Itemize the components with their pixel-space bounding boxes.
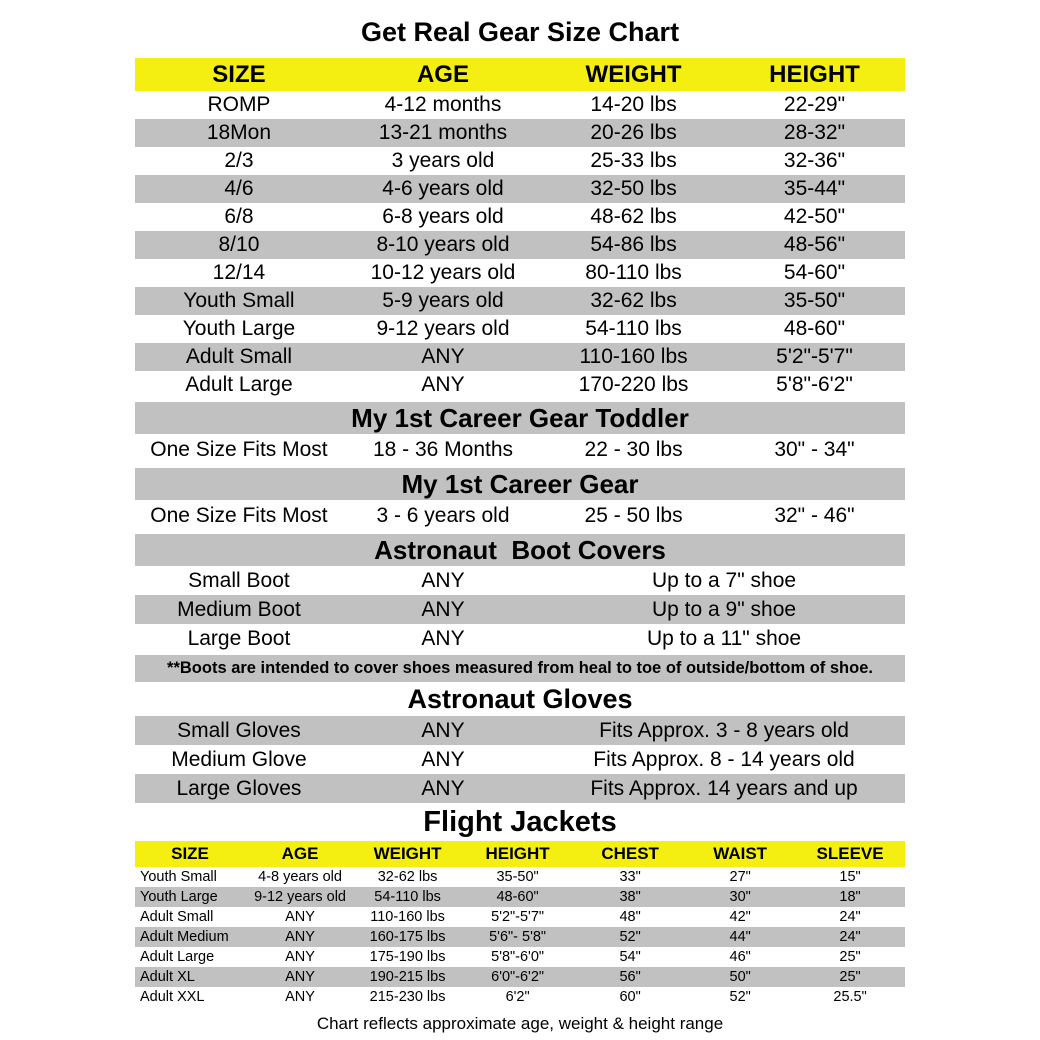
table-cell: 35-50" [783, 289, 846, 312]
table-row [135, 147, 905, 175]
table-cell: 5'8"-6'0" [491, 949, 545, 965]
table-row [135, 259, 905, 287]
column-header-weight: WEIGHT [585, 60, 682, 88]
table-cell: ANY [421, 568, 465, 592]
table-cell: Up to a 7" shoe [652, 568, 797, 592]
table-cell: 8/10 [218, 233, 260, 256]
table-cell: 10-12 years old [370, 261, 516, 284]
size-chart-table-body [135, 91, 905, 399]
table-cell: 4-12 months [384, 93, 502, 116]
table-cell: ANY [285, 969, 315, 985]
table-cell: 3 years old [391, 149, 495, 172]
table-row [135, 231, 905, 259]
table-cell: 190-215 lbs [369, 969, 446, 985]
table-cell: 25 - 50 lbs [584, 503, 683, 527]
table-cell: 48-56" [783, 233, 846, 256]
column-header-age: AGE [416, 60, 469, 88]
table-cell: 175-190 lbs [369, 949, 446, 965]
table-cell: 25" [839, 969, 861, 985]
table-cell: 6-8 years old [382, 205, 504, 228]
table-cell: 60" [619, 989, 641, 1005]
table-cell: Youth Small [140, 869, 217, 885]
table-cell: 48-60" [783, 317, 846, 340]
table-cell: Adult Small [185, 345, 293, 368]
table-cell: ANY [285, 949, 315, 965]
flight-jackets-header-row [135, 841, 905, 867]
table-cell: 13-21 months [378, 121, 508, 144]
table-row [135, 745, 905, 774]
table-cell: 52" [729, 989, 751, 1005]
table-cell: Up to a 11" shoe [646, 626, 802, 650]
table-cell: 170-220 lbs [578, 373, 689, 396]
table-cell: 4-8 years old [258, 869, 342, 885]
career-gear-table-body [135, 500, 905, 531]
table-row [135, 867, 905, 887]
table-cell: 6/8 [224, 205, 254, 228]
table-cell: 6'0"-6'2" [491, 969, 545, 985]
table-cell: 56" [619, 969, 641, 985]
table-cell: 48" [619, 909, 641, 925]
column-header-sleeve: SLEEVE [816, 844, 884, 863]
table-row [135, 434, 905, 465]
table-cell: Small Boot [188, 568, 290, 592]
table-cell: Adult Large [140, 949, 215, 965]
table-row [135, 371, 905, 399]
table-cell: 9-12 years old [376, 317, 510, 340]
table-cell: 54" [619, 949, 641, 965]
table-cell: 38" [619, 889, 641, 905]
section-heading-career-gear: My 1st Career Gear [135, 468, 905, 500]
table-cell: 22-29" [783, 93, 846, 116]
table-cell: 30" - 34" [774, 437, 855, 461]
column-header-height: HEIGHT [485, 844, 550, 863]
table-cell: 25.5" [833, 989, 867, 1005]
table-row [135, 91, 905, 119]
table-cell: 54-86 lbs [590, 233, 677, 256]
table-cell: 80-110 lbs [585, 261, 682, 284]
table-cell: 32-50 lbs [590, 177, 677, 200]
table-cell: 12/14 [212, 261, 266, 284]
table-cell: 25-33 lbs [590, 149, 677, 172]
table-cell: 6'2" [505, 989, 530, 1005]
table-cell: Youth Large [140, 889, 218, 905]
table-cell: Fits Approx. 8 - 14 years old [593, 747, 855, 771]
table-cell: One Size Fits Most [150, 437, 328, 461]
column-header-chest: CHEST [601, 844, 659, 863]
table-cell: 215-230 lbs [369, 989, 446, 1005]
table-cell: ANY [285, 989, 315, 1005]
table-cell: 32" - 46" [774, 503, 855, 527]
table-cell: Adult Small [140, 909, 214, 925]
table-cell: 5-9 years old [382, 289, 504, 312]
table-cell: Fits Approx. 14 years and up [590, 776, 858, 800]
size-chart-header-row [135, 58, 905, 91]
table-cell: Small Gloves [177, 718, 301, 742]
table-cell: 18Mon [206, 121, 272, 144]
table-cell: 8-10 years old [376, 233, 510, 256]
column-header-weight: WEIGHT [373, 844, 442, 863]
table-cell: ANY [285, 909, 315, 925]
table-cell: ANY [421, 718, 465, 742]
table-cell: Large Gloves [176, 776, 302, 800]
table-cell: ROMP [207, 93, 271, 116]
boot-covers-table-body [135, 566, 905, 653]
table-row [135, 716, 905, 745]
section-heading-boot-covers: Astronaut Boot Covers [135, 534, 905, 566]
table-cell: Medium Boot [177, 597, 301, 621]
table-cell: 54-110 lbs [374, 889, 441, 905]
size-chart-document [135, 0, 905, 1034]
toddler-table-body [135, 434, 905, 465]
table-cell: ANY [421, 597, 465, 621]
table-cell: 20-26 lbs [590, 121, 677, 144]
table-cell: Youth Large [182, 317, 296, 340]
table-cell: 50" [729, 969, 751, 985]
table-cell: 18 - 36 Months [372, 437, 514, 461]
table-cell: 18" [839, 889, 861, 905]
footer-note: Chart reflects approximate age, weight & height range [316, 1014, 724, 1033]
section-heading-gloves: Astronaut Gloves [135, 682, 905, 716]
table-cell: 48-60" [496, 889, 539, 905]
table-cell: ANY [421, 373, 465, 396]
table-cell: 5'2"-5'7" [776, 345, 853, 368]
table-row [135, 315, 905, 343]
table-row [135, 287, 905, 315]
table-cell: 24" [839, 929, 861, 945]
table-row [135, 203, 905, 231]
page-title: Get Real Gear Size Chart [360, 17, 680, 47]
table-cell: 28-32" [783, 121, 846, 144]
table-cell: 15" [839, 869, 861, 885]
table-cell: Adult Large [185, 373, 293, 396]
table-row [135, 595, 905, 624]
table-cell: 27" [729, 869, 751, 885]
table-cell: 35-44" [783, 177, 846, 200]
table-cell: 110-160 lbs [579, 345, 688, 368]
table-cell: 42" [729, 909, 751, 925]
table-cell: 4-6 years old [382, 177, 504, 200]
table-cell: 54-110 lbs [585, 317, 682, 340]
column-header-size: SIZE [212, 60, 266, 88]
table-cell: 5'6"- 5'8" [489, 929, 547, 945]
table-cell: Adult XL [140, 969, 195, 985]
table-cell: 22 - 30 lbs [584, 437, 683, 461]
table-cell: ANY [421, 345, 465, 368]
table-cell: ANY [421, 626, 465, 650]
table-cell: Up to a 9" shoe [652, 597, 797, 621]
table-row [135, 500, 905, 531]
table-cell: 35-50" [496, 869, 539, 885]
table-row [135, 119, 905, 147]
table-cell: 30" [729, 889, 751, 905]
table-row [135, 624, 905, 653]
table-cell: 3 - 6 years old [376, 503, 510, 527]
table-cell: 2/3 [224, 149, 254, 172]
table-cell: 160-175 lbs [369, 929, 446, 945]
boot-covers-note: **Boots are intended to cover shoes measured from heal to toe of outside/bottom of shoe. [135, 655, 905, 682]
table-cell: 5'2"-5'7" [491, 909, 545, 925]
table-row [135, 566, 905, 595]
table-row [135, 175, 905, 203]
table-cell: 4/6 [224, 177, 254, 200]
table-row [135, 947, 905, 967]
table-row [135, 927, 905, 947]
table-cell: 24" [839, 909, 861, 925]
table-cell: Youth Small [183, 289, 295, 312]
table-cell: 42-50" [783, 205, 846, 228]
table-cell: 32-62 lbs [377, 869, 438, 885]
table-cell: 44" [729, 929, 751, 945]
table-row [135, 887, 905, 907]
table-cell: Large Boot [187, 626, 291, 650]
table-cell: ANY [285, 929, 315, 945]
section-heading-toddler: My 1st Career Gear Toddler [135, 402, 905, 434]
table-cell: One Size Fits Most [150, 503, 328, 527]
table-cell: 52" [619, 929, 641, 945]
table-cell: 32-62 lbs [590, 289, 677, 312]
column-header-height: HEIGHT [769, 60, 860, 88]
table-cell: Adult XXL [140, 989, 205, 1005]
table-row [135, 907, 905, 927]
table-cell: 5'8"-6'2" [776, 373, 853, 396]
table-cell: 14-20 lbs [590, 93, 677, 116]
table-row [135, 774, 905, 803]
table-row [135, 987, 905, 1007]
table-cell: ANY [421, 776, 465, 800]
column-header-age: AGE [281, 844, 319, 863]
table-cell: 54-60" [783, 261, 846, 284]
table-cell: 9-12 years old [254, 889, 346, 905]
table-row [135, 343, 905, 371]
table-cell: 25" [839, 949, 861, 965]
table-cell: Medium Glove [171, 747, 307, 771]
table-cell: Adult Medium [140, 929, 229, 945]
flight-jackets-table-body [135, 867, 905, 1007]
gloves-table-body [135, 716, 905, 803]
section-heading-flight-jackets: Flight Jackets [135, 803, 905, 841]
table-cell: 46" [729, 949, 751, 965]
column-header-waist: WAIST [713, 844, 768, 863]
table-cell: Fits Approx. 3 - 8 years old [599, 718, 849, 742]
table-cell: ANY [421, 747, 465, 771]
table-cell: 110-160 lbs [370, 909, 445, 925]
table-cell: 32-36" [783, 149, 846, 172]
table-cell: 33" [619, 869, 641, 885]
column-header-size: SIZE [171, 844, 209, 863]
table-cell: 48-62 lbs [590, 205, 677, 228]
table-row [135, 967, 905, 987]
